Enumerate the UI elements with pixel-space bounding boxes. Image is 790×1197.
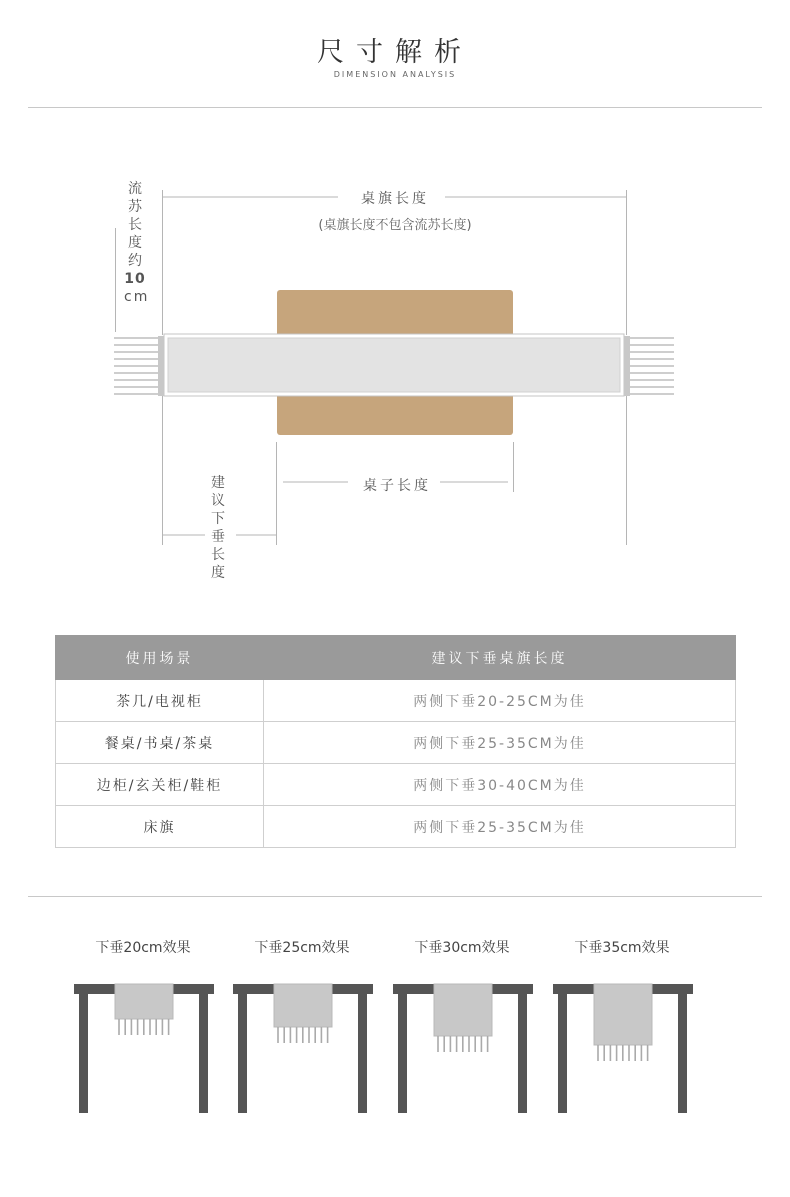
scene-cell: 餐桌/书桌/茶桌 [56,722,264,764]
example-table-leg [238,994,247,1113]
drop-example [233,984,373,1113]
table-length-label: 桌子长度 [363,478,431,494]
page-subtitle: DIMENSION ANALYSIS [333,70,457,79]
example-runner [274,984,332,1027]
example-tassels [278,1027,328,1043]
table-row [56,722,736,764]
table-header-row [56,636,736,680]
example-table-leg [358,994,367,1113]
drop-label-char: 长 [211,547,225,563]
dimension-diagram [0,170,790,600]
example-table-leg [199,994,208,1113]
recommendation-cell: 两侧下垂25-35CM为佳 [264,806,736,848]
runner-shape [168,338,620,392]
example-runner [434,984,492,1036]
table-row [56,806,736,848]
runner-length-note: (桌旗长度不包含流苏长度) [318,218,472,233]
tassel-label-char: 苏 [128,199,142,215]
example-table-leg [518,994,527,1113]
recommendation-cell: 两侧下垂20-25CM为佳 [264,680,736,722]
drop-examples-illustration [0,975,790,1125]
right-tassels [624,338,674,394]
example-tassels [598,1045,648,1061]
example-label: 下垂35cm效果 [574,940,670,956]
tassel-label-char: 长 [128,217,142,233]
runner-length-label: 桌旗长度 [361,191,429,207]
left-tassels [114,338,164,394]
example-table-leg [558,994,567,1113]
tassel-label-char: 度 [128,235,142,251]
drop-label-char: 度 [211,565,225,581]
scene-cell: 床旗 [56,806,264,848]
table-row [56,680,736,722]
example-runner [594,984,652,1045]
drop-label-char: 下 [211,511,225,527]
example-tassels [438,1036,488,1052]
drop-label-char: 垂 [211,529,225,545]
example-tassels [119,1019,169,1035]
drop-label-char: 建 [211,475,225,491]
scene-cell: 茶几/电视柜 [56,680,264,722]
top-divider [28,107,762,108]
tassel-length-label [124,180,150,306]
recommendation-cell: 两侧下垂25-35CM为佳 [264,722,736,764]
column-header-scene: 使用场景 [56,636,264,680]
example-table-leg [678,994,687,1113]
drop-label-char: 议 [211,493,225,509]
tassel-label-char: 约 [128,253,142,269]
example-label: 下垂30cm效果 [414,940,510,956]
scene-cell: 边柜/玄关柜/鞋柜 [56,764,264,806]
page-title: 尺寸解析 [317,37,473,68]
recommendation-cell: 两侧下垂30-40CM为佳 [264,764,736,806]
drop-example [553,984,693,1113]
example-label: 下垂20cm效果 [95,940,191,956]
example-runner [115,984,173,1019]
tassel-length-unit: cm [124,289,150,305]
column-header-recommendation: 建议下垂桌旗长度 [264,636,736,680]
drop-length-table [55,635,736,848]
bottom-divider [28,896,762,897]
tassel-label-char: 流 [128,181,142,197]
drop-example [74,984,214,1113]
drop-example [393,984,533,1113]
example-table-leg [398,994,407,1113]
tassel-length-value: 10 [124,271,146,287]
suggested-drop-label [207,474,229,582]
example-table-leg [79,994,88,1113]
table-row [56,764,736,806]
example-label: 下垂25cm效果 [254,940,350,956]
